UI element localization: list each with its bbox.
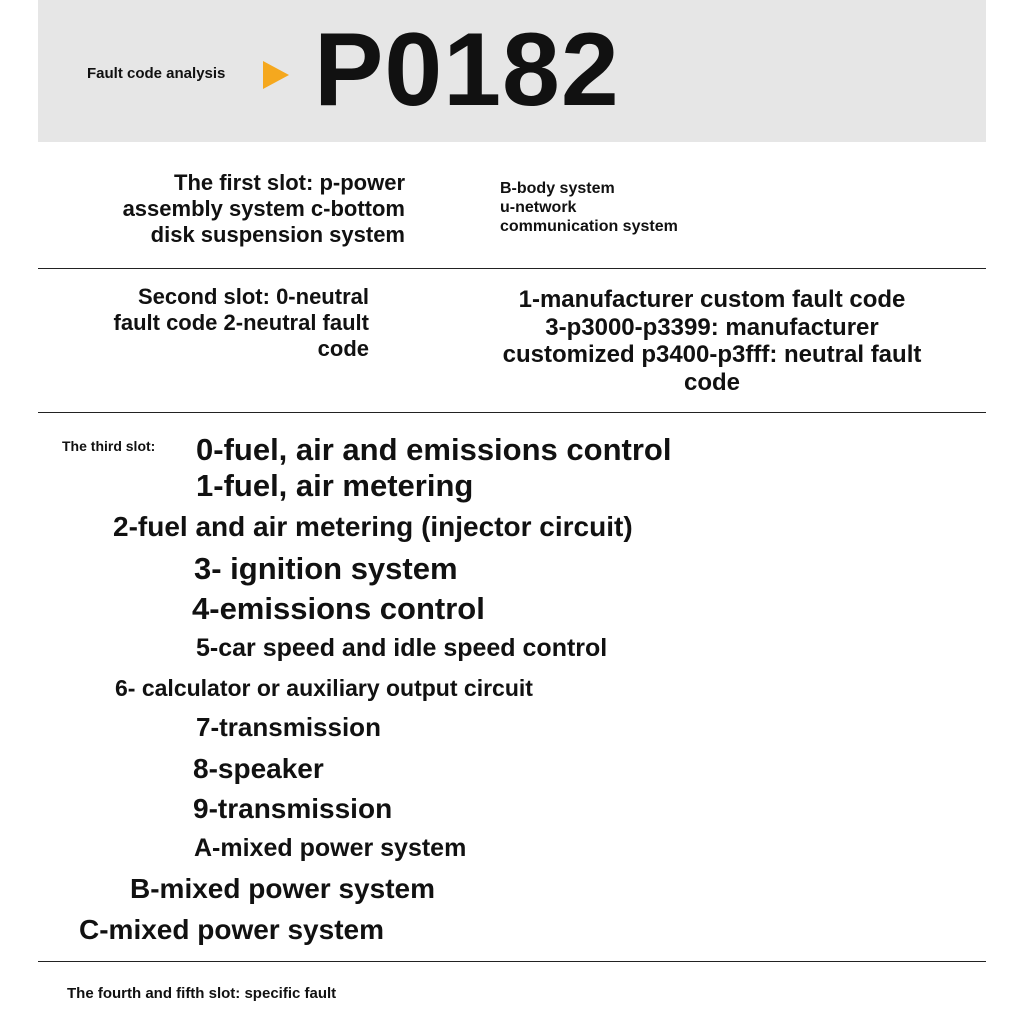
second-slot-right-line: customized p3400-p3fff: neutral fault [502,341,922,368]
list-item: 4-emissions control [192,591,485,626]
first-slot-left-line: The first slot: p-power [174,170,405,195]
list-item: 2-fuel and air metering (injector circuit) [113,511,633,542]
list-item: B-mixed power system [130,873,435,904]
second-slot-left-line: Second slot: 0-neutral [137,284,369,309]
triangle-right-icon [263,61,289,89]
list-item: 8-speaker [193,753,324,784]
list-item: C-mixed power system [79,914,384,945]
list-item: 0-fuel, air and emissions control [196,432,672,467]
second-slot-left-line: code [317,336,369,361]
list-item: 7-transmission [196,712,381,742]
divider [38,961,986,962]
second-slot-left-line: fault code 2-neutral fault [113,310,369,335]
second-slot-right-line: 3-p3000-p3399: manufacturer [545,314,879,341]
first-slot-right-line: u-network [500,199,577,216]
second-slot-right-line: 1-manufacturer custom fault code [518,286,906,313]
first-slot-left-line: disk suspension system [150,222,405,247]
third-slot-label: The third slot: [62,438,156,454]
first-slot-left-line: assembly system c-bottom [122,196,405,221]
header-label: Fault code analysis [87,65,226,82]
divider [38,268,986,269]
fourth-fifth-slot-label: The fourth and fifth slot: specific fault [67,985,337,1002]
first-slot-right-line: communication system [500,218,678,235]
first-slot-right-line: B-body system [500,180,615,197]
list-item: 3- ignition system [194,551,458,586]
list-item: 1-fuel, air metering [196,468,474,503]
list-item: A-mixed power system [194,834,467,862]
list-item: 5-car speed and idle speed control [196,634,608,662]
divider [38,412,986,413]
fault-code-title: P0182 [314,12,620,128]
list-item: 9-transmission [193,793,393,824]
second-slot-right-line: code [683,369,740,396]
list-item: 6- calculator or auxiliary output circuit [115,675,533,701]
